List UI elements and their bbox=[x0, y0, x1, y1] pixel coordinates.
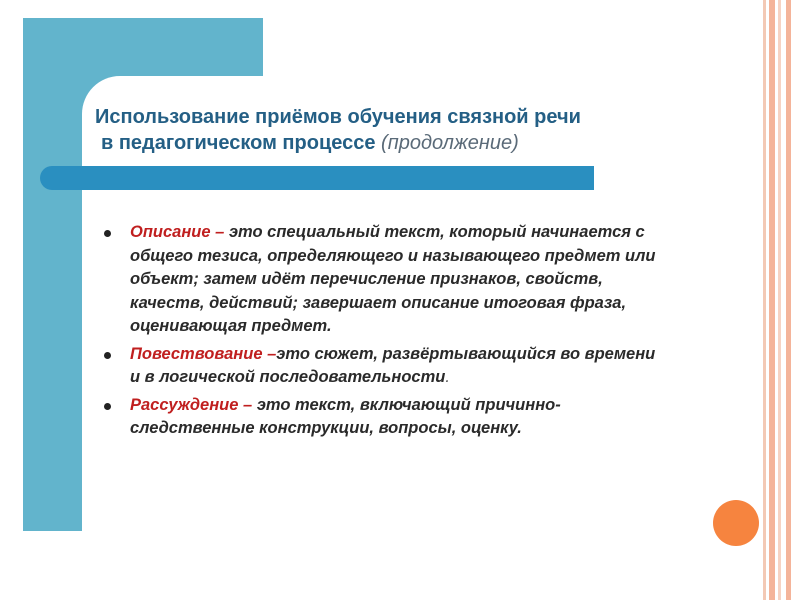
bullet-icon bbox=[104, 403, 111, 410]
title-line-2-text: в педагогическом процессе bbox=[101, 132, 376, 154]
bullet-icon bbox=[104, 230, 111, 237]
definition-text: это сюжет, развёртывающийся во времени и в логической последовательности bbox=[130, 344, 656, 386]
bullet-icon bbox=[104, 352, 111, 359]
decor-stripe bbox=[763, 0, 766, 600]
bullet-list bbox=[100, 221, 660, 445]
slide-title bbox=[95, 104, 735, 156]
term-label: Повествование bbox=[130, 344, 263, 363]
decor-stripe bbox=[778, 0, 781, 600]
term-label: Рассуждение bbox=[130, 395, 239, 414]
list-item bbox=[100, 343, 660, 390]
title-line-1: Использование приёмов обучения связной речи bbox=[95, 106, 581, 128]
list-item bbox=[100, 221, 660, 339]
definition-text: это текст, включающий причинно-следственные конструкции, вопросы, оценку. bbox=[130, 395, 561, 437]
orange-circle-decor bbox=[713, 500, 759, 546]
title-suffix: (продолжение) bbox=[381, 132, 519, 154]
term-dash: – bbox=[238, 395, 257, 414]
title-line-2 bbox=[95, 130, 735, 156]
list-item bbox=[100, 394, 660, 441]
decor-stripe bbox=[769, 0, 775, 600]
definition-tail: . bbox=[445, 368, 450, 386]
term-label: Описание bbox=[130, 223, 211, 241]
term-dash: – bbox=[262, 344, 277, 363]
title-divider-bar bbox=[40, 166, 594, 190]
definition-text: это специальный текст, который начинается с общего тезиса, определяющего и называющего предмет или объект; затем идёт перечисление признаков, свойств, качеств, действий; завершает описание итоговая фраза, оценивающая предмет. bbox=[130, 223, 656, 335]
term-dash: – bbox=[210, 223, 229, 241]
decor-stripe bbox=[786, 0, 791, 600]
